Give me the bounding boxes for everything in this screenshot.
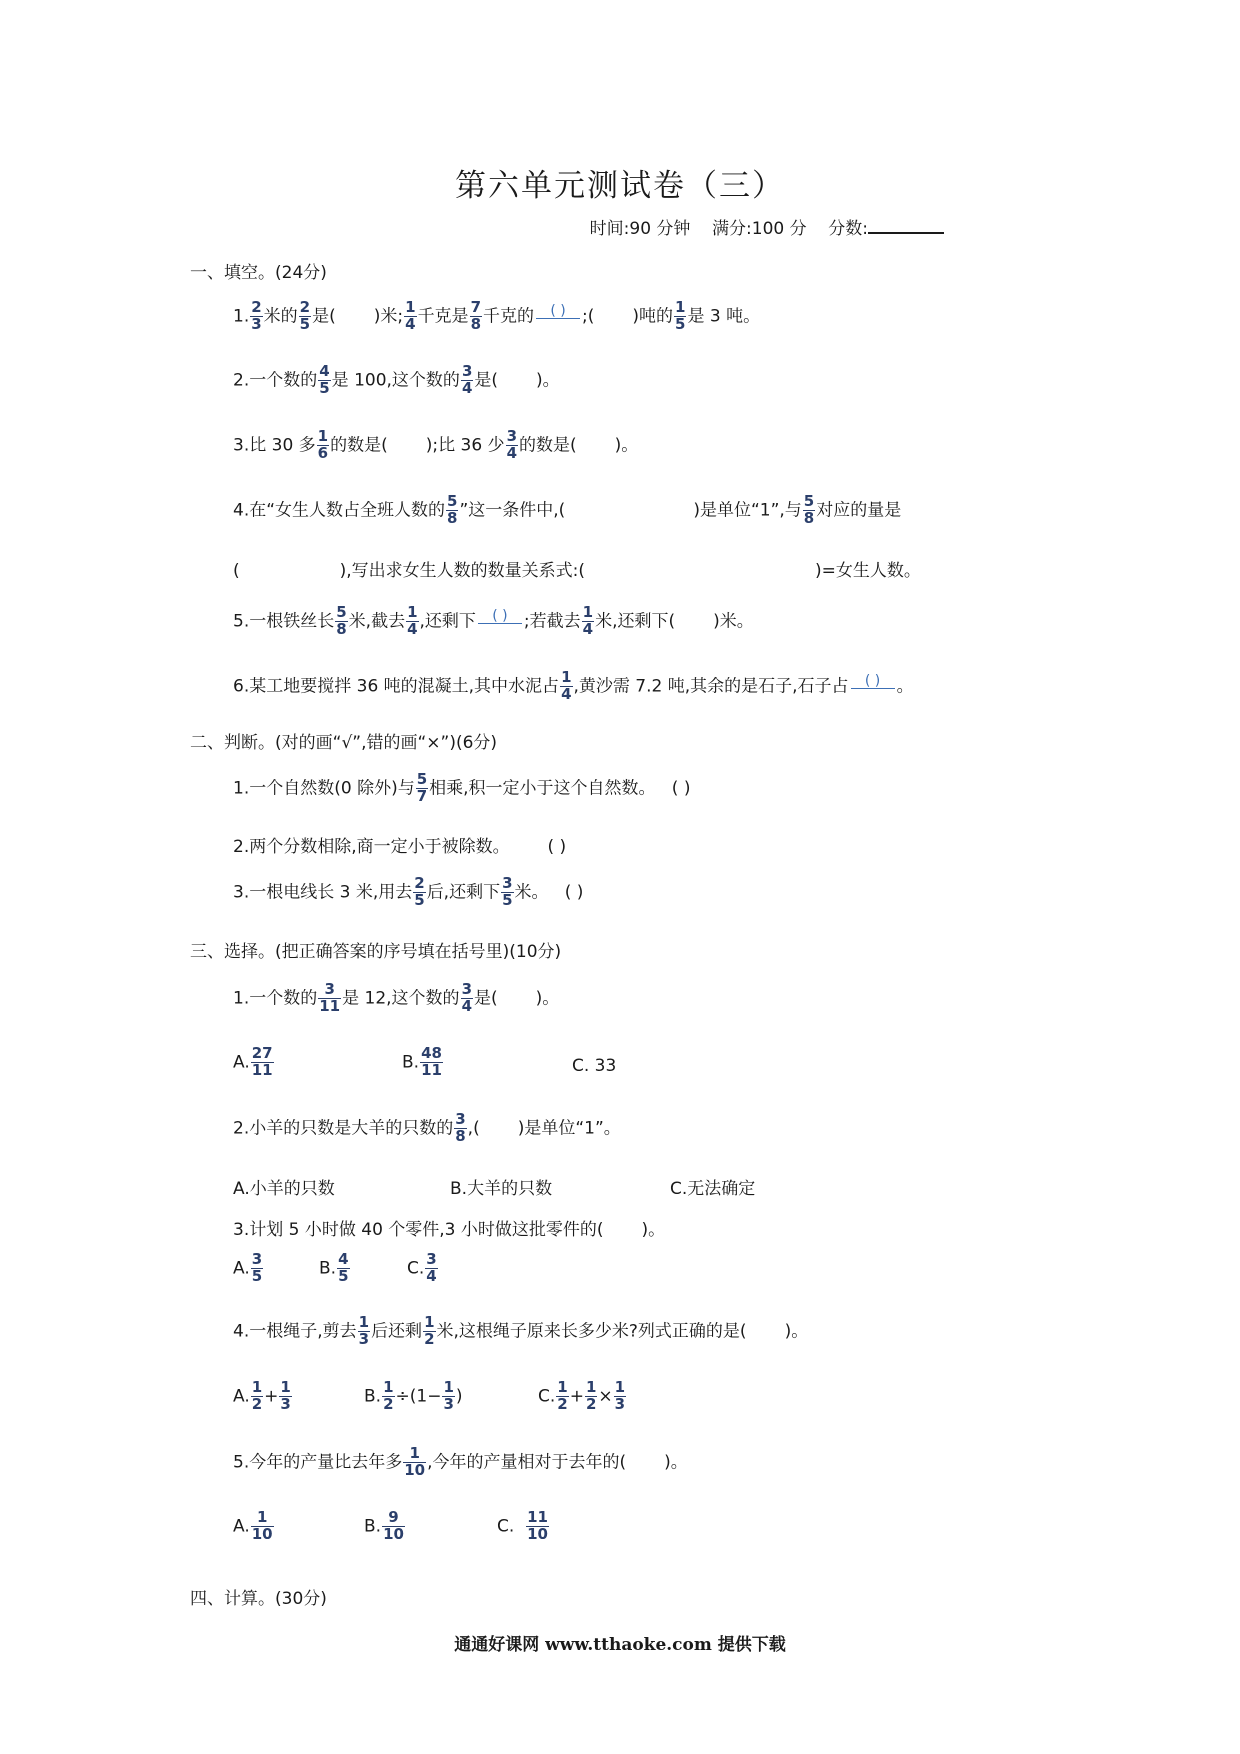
fill-question-1: [233, 300, 760, 333]
q-text: 1.: [233, 306, 250, 327]
q-text: );比 36 少: [425, 435, 505, 456]
q-text: 2.一个数的: [233, 370, 318, 391]
q-text: ,(: [467, 1118, 480, 1139]
fraction: $\frac{3}{5}$: [251, 1250, 263, 1285]
option-label: A.: [233, 1386, 250, 1407]
fraction: $\frac{1}{10}$: [404, 1444, 426, 1479]
section-choice: 三、选择。(把正确答案的序号填在括号里)(10分): [190, 942, 562, 962]
option-label: B.: [319, 1258, 337, 1279]
q-text: 米,截去: [348, 611, 406, 632]
judge-question-3: [233, 876, 583, 909]
fraction: $\frac{3}{4}$: [461, 980, 472, 1015]
times-sign: ×: [598, 1386, 613, 1407]
q-text: ;(: [582, 306, 595, 327]
option-label: B.: [364, 1516, 382, 1537]
fraction: $\frac{5}{8}$: [447, 492, 458, 527]
fraction: $\frac{3}{8}$: [455, 1110, 466, 1145]
fraction: $\frac{1}{2}$: [557, 1378, 568, 1413]
exam-meta: [590, 214, 944, 239]
q-text: 千克的: [483, 306, 534, 327]
fraction: $\frac{1}{4}$: [582, 603, 594, 638]
fill-question-4: [233, 494, 901, 527]
q-text: )。: [614, 435, 639, 456]
q-text: 米,这根绳子原来长多少米?列式正确的是(: [436, 1321, 747, 1342]
choice-question-4: [233, 1315, 808, 1348]
section-judge: 二、判断。(对的画“√”,错的画“×”)(6分): [190, 733, 498, 753]
q-text: )是单位“1”,与: [693, 500, 802, 521]
judge-question-1: [233, 772, 690, 805]
fraction: $\frac{2}{3}$: [251, 298, 262, 333]
fraction: $\frac{1}{4}$: [407, 603, 418, 638]
fraction-answer-blank[interactable]: ( ): [478, 609, 522, 634]
plus-sign: +: [264, 1386, 279, 1407]
judge-answer-blank[interactable]: ( ): [671, 778, 691, 799]
q-text: )。: [535, 988, 560, 1009]
option-label: C.: [538, 1386, 556, 1407]
q-text: ,还剩下: [419, 611, 476, 632]
q-text: ),写出求女生人数的数量关系式:(: [339, 561, 586, 581]
plus-sign: +: [569, 1386, 584, 1407]
fraction: $\frac{11}{10}$: [527, 1508, 548, 1543]
q-text: )。: [664, 1452, 688, 1473]
option-label: C.: [407, 1258, 425, 1279]
q-text: ,今年的产量相对于去年的(: [427, 1452, 627, 1473]
fraction: $\frac{1}{3}$: [443, 1378, 454, 1413]
fraction: $\frac{1}{4}$: [561, 668, 572, 703]
fraction: $\frac{1}{3}$: [280, 1378, 291, 1413]
option-label: B.: [402, 1052, 420, 1073]
q-text: 后,还剩下: [426, 882, 501, 903]
q-text: )=女生人数。: [815, 561, 921, 581]
q-text: )吨的: [632, 306, 674, 327]
fraction-answer-blank[interactable]: ( ): [536, 304, 580, 329]
q-text: ;若截去: [523, 611, 581, 632]
q-text: 千克是: [417, 306, 469, 327]
fraction: $\frac{3}{4}$: [506, 427, 517, 462]
q-text: 3.一根电线长 3 米,用去: [233, 882, 413, 903]
q-text: (: [233, 561, 240, 581]
fill-question-6: [233, 670, 914, 703]
fraction: $\frac{1}{2}$: [383, 1378, 394, 1413]
paren-close: ): [455, 1386, 463, 1407]
q-text: 的数是(: [519, 435, 577, 456]
q-text: 3.比 30 多: [233, 435, 316, 456]
fraction: $\frac{2}{5}$: [414, 874, 425, 909]
fraction: $\frac{27}{11}$: [251, 1044, 273, 1079]
fraction: $\frac{5}{8}$: [336, 603, 347, 638]
choice-2-option-c[interactable]: C.无法确定: [670, 1179, 756, 1199]
fraction: $\frac{1}{4}$: [405, 298, 416, 333]
fill-question-5: [233, 605, 754, 638]
fraction: $\frac{1}{10}$: [251, 1508, 273, 1543]
fraction: $\frac{3}{11}$: [319, 980, 341, 1015]
q-text: )是单位“1”。: [517, 1118, 621, 1139]
fill-question-4-line2: [233, 556, 921, 581]
full-score: 满分:100 分: [712, 219, 807, 239]
option-label: B.: [364, 1386, 382, 1407]
fill-question-3: [233, 429, 638, 462]
choice-question-2: [233, 1112, 621, 1145]
q-text: 1.一个自然数(0 除外)与: [233, 778, 415, 799]
choice-5-option-b[interactable]: [364, 1510, 406, 1543]
q-text: 后还剩: [371, 1321, 423, 1342]
fraction: $\frac{3}{4}$: [426, 1250, 437, 1285]
choice-1-option-c[interactable]: C. 33: [572, 1056, 617, 1076]
q-text: )。: [784, 1321, 809, 1342]
score-blank[interactable]: [868, 216, 944, 234]
choice-question-3: [233, 1215, 665, 1240]
q-text: 米的: [263, 306, 298, 327]
q-text: 米,还剩下(: [595, 611, 676, 632]
fraction: $\frac{3}{5}$: [502, 874, 513, 909]
q-text: 米。: [514, 882, 549, 903]
fraction: $\frac{5}{8}$: [803, 492, 815, 527]
fraction: $\frac{1}{5}$: [675, 298, 686, 333]
q-text: 是 12,这个数的: [342, 988, 460, 1009]
q-text: 是 100,这个数的: [331, 370, 460, 391]
choice-2-option-b[interactable]: B.大羊的只数: [450, 1179, 553, 1199]
q-text: 对应的量是: [816, 500, 902, 521]
judge-question-2: [233, 832, 566, 857]
fraction-answer-blank[interactable]: ( ): [851, 674, 895, 699]
page-title: 第六单元测试卷（三）: [455, 168, 785, 204]
q-text: 的数是(: [330, 435, 388, 456]
option-label: A.: [233, 1052, 250, 1073]
judge-answer-blank[interactable]: ( ): [547, 837, 567, 857]
fraction: $\frac{48}{11}$: [421, 1044, 442, 1079]
fill-question-2: [233, 364, 560, 397]
fraction: $\frac{1}{3}$: [358, 1313, 370, 1348]
fraction: $\frac{3}{4}$: [461, 362, 473, 397]
fraction: $\frac{1}{3}$: [614, 1378, 626, 1413]
choice-2-option-a[interactable]: A.小羊的只数: [233, 1179, 335, 1199]
fraction: $\frac{1}{2}$: [424, 1313, 435, 1348]
choice-question-1: [233, 982, 559, 1015]
section-fill-in: 一、填空。(24分): [190, 263, 327, 283]
choice-3-option-b[interactable]: [319, 1252, 351, 1285]
choice-question-5: [233, 1446, 688, 1479]
choice-4-option-b[interactable]: [364, 1380, 463, 1413]
fraction: $\frac{1}{6}$: [317, 427, 329, 462]
fraction: $\frac{4}{5}$: [338, 1250, 349, 1285]
q-text: 相乘,积一定小于这个自然数。: [429, 778, 656, 799]
time-limit: 时间:90 分钟: [589, 219, 691, 239]
paren-open: (1−: [409, 1386, 442, 1407]
option-label: C.: [497, 1516, 515, 1537]
q-text: ”这一条件中,(: [459, 500, 566, 521]
q-text: 3.计划 5 小时做 40 个零件,3 小时做这批零件的(: [233, 1220, 604, 1240]
judge-answer-blank[interactable]: ( ): [564, 882, 584, 903]
fraction: $\frac{2}{5}$: [299, 298, 311, 333]
divide-sign: ÷: [395, 1386, 410, 1407]
q-text: ,黄沙需 7.2 吨,其余的是石子,石子占: [573, 676, 849, 697]
choice-4-option-a[interactable]: [233, 1380, 293, 1413]
q-text: 5.一根铁丝长: [233, 611, 335, 632]
q-text: 5.今年的产量比去年多: [233, 1452, 403, 1473]
q-text: 4.一根绳子,剪去: [233, 1321, 357, 1342]
choice-1-option-a[interactable]: [233, 1046, 275, 1079]
choice-4-option-c[interactable]: [538, 1380, 627, 1413]
fraction: $\frac{9}{10}$: [383, 1508, 404, 1543]
fraction: $\frac{1}{2}$: [585, 1378, 597, 1413]
fraction: $\frac{5}{7}$: [416, 770, 428, 805]
q-text: 是(: [474, 370, 499, 391]
choice-5-option-a[interactable]: [233, 1510, 275, 1543]
choice-1-option-b[interactable]: [402, 1046, 444, 1079]
score-label: 分数:: [828, 219, 868, 239]
choice-3-option-a[interactable]: [233, 1252, 264, 1285]
option-label: A.: [233, 1516, 250, 1537]
q-text: 是(: [312, 306, 336, 327]
q-text: 2.两个分数相除,商一定小于被除数。: [233, 837, 510, 857]
fraction: $\frac{4}{5}$: [319, 362, 330, 397]
q-text: )米;: [373, 306, 404, 327]
q-text: 是 3 吨。: [687, 306, 761, 327]
section-calc: 四、计算。(30分): [190, 1589, 327, 1609]
fraction: $\frac{7}{8}$: [470, 298, 481, 333]
footer-source: 通通好课网 www.tthaoke.com 提供下载: [454, 1635, 786, 1655]
q-text: 1.一个数的: [233, 988, 318, 1009]
q-text: )。: [536, 370, 560, 391]
fraction: $\frac{1}{2}$: [251, 1378, 263, 1413]
q-text: 6.某工地要搅拌 36 吨的混凝土,其中水泥占: [233, 676, 560, 697]
q-text: )。: [641, 1220, 666, 1240]
q-text: )米。: [713, 611, 754, 632]
option-label: A.: [233, 1258, 250, 1279]
q-text: 。: [896, 676, 914, 697]
choice-5-option-c[interactable]: [497, 1510, 550, 1543]
q-text: 2.小羊的只数是大羊的只数的: [233, 1118, 454, 1139]
q-text: 是(: [474, 988, 498, 1009]
choice-3-option-c[interactable]: [407, 1252, 439, 1285]
q-text: 4.在“女生人数占全班人数的: [233, 500, 446, 521]
